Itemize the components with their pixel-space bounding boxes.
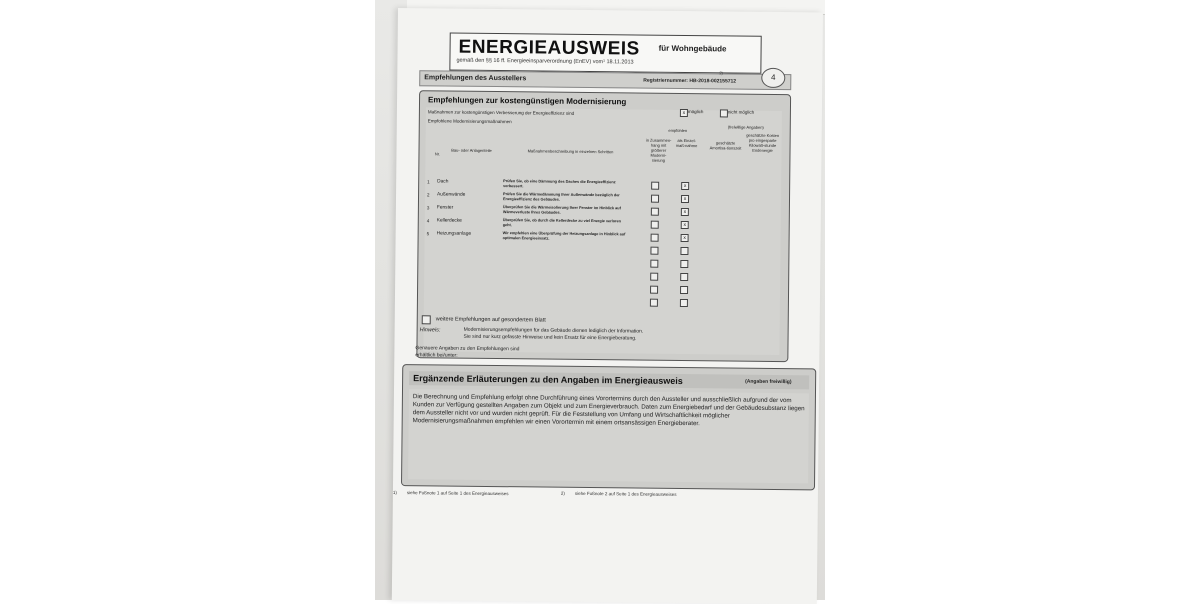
- row-part: Dach: [437, 179, 449, 185]
- footnote-2-number: 2): [560, 490, 565, 496]
- regulation-line: gemäß den §§ 16 ff. Energieeinsparverordnung (EnEV) vom¹ 18.11.2013: [456, 57, 634, 66]
- row-part: Außenwände: [437, 192, 466, 198]
- supplement-optional: (Angaben freiwillig): [745, 378, 792, 386]
- empty-single-measure-checkbox[interactable]: [680, 286, 688, 294]
- row-description: Überprüfen Sie, ob durch die Kellerdecke zu viel Energie verloren geht.: [502, 218, 621, 227]
- col-recommended: empfohlen: [668, 127, 688, 134]
- col-in-connection: in Zusammen-hang mit größerer Moderni-sierung: [645, 137, 672, 163]
- supplement-titlebar: [409, 371, 809, 389]
- single-measure-checkbox[interactable]: x: [681, 234, 689, 242]
- intro-text: Maßnahmen zur kostengünstigen Verbesserung der Energieeffizienz sind: [427, 109, 575, 116]
- footnote-1: siehe Fußnote 1 auf Seite 1 des Energieausweises: [406, 490, 509, 497]
- supplement-panel: [401, 364, 816, 490]
- empty-in-connection-checkbox[interactable]: [650, 286, 658, 294]
- empty-in-connection-checkbox[interactable]: [650, 260, 658, 268]
- col-amortization: geschätzte Amortisa-tionszeit: [709, 140, 742, 151]
- more-recommendations-checkbox[interactable]: [422, 315, 431, 324]
- row-description: Prüfen Sie die Wärmedämmung Ihrer Außenwände bezüglich der Energieeffizienz des Gebäudes.: [502, 192, 620, 202]
- possible-checkbox[interactable]: x: [680, 109, 688, 117]
- supplement-body: [408, 389, 809, 483]
- section-band: [419, 70, 791, 90]
- in-connection-checkbox[interactable]: [651, 182, 659, 190]
- col-nr: Nr.: [434, 151, 441, 157]
- col-description: Maßnahmenbeschreibung in einzelnen Schritten: [527, 148, 614, 155]
- empty-single-measure-checkbox[interactable]: [680, 299, 688, 307]
- footnote-2: siehe Fußnote 2 auf Seite 1 des Energieausweises: [574, 490, 677, 497]
- hint-label: Hinweis:: [419, 327, 441, 334]
- col-part: Bau- oder Anlagenteile: [451, 147, 492, 153]
- row-number: 5: [426, 231, 430, 237]
- col-single: als Einzel-maß-nahme: [675, 137, 698, 149]
- row-part: Kellerdecke: [436, 218, 462, 224]
- row-number: 3: [426, 205, 430, 211]
- supplement-title: Ergänzende Erläuterungen zu den Angaben im Energieausweis: [413, 373, 683, 387]
- row-part: Fenster: [436, 205, 454, 211]
- row-description: Überprüfen Sie die Wärmeisolierung Ihrer Fenster im Hinblick auf Wärmeverluste Ihres Gebäudes.: [502, 205, 621, 215]
- recommendations-panel: [416, 90, 791, 362]
- section-label: Empfehlungen des Ausstellers: [424, 74, 527, 83]
- more-recommendations-label: weitere Empfehlungen auf gesondertem Blatt: [435, 316, 546, 324]
- col-costs: geschätzte Kosten pro eingesparte Kilowatt-stunde Endenergie: [746, 132, 780, 153]
- list-label: Empfohlene Modernisierungsmaßnahmen: [427, 118, 512, 125]
- document-title: ENERGIEAUSWEIS: [458, 36, 640, 60]
- empty-in-connection-checkbox[interactable]: [650, 247, 658, 255]
- recommendations-body: [415, 107, 782, 359]
- details-line-2: erhältlich bei/unter:: [415, 352, 458, 359]
- row-number: 4: [426, 218, 430, 224]
- empty-in-connection-checkbox[interactable]: [650, 273, 658, 281]
- empty-single-measure-checkbox[interactable]: [680, 260, 688, 268]
- not-possible-label: nicht möglich: [727, 109, 755, 115]
- row-number: 1: [427, 179, 430, 185]
- document-page: [392, 8, 823, 604]
- empty-in-connection-checkbox[interactable]: [650, 299, 658, 307]
- single-measure-checkbox[interactable]: x: [681, 221, 689, 229]
- empty-single-measure-checkbox[interactable]: [680, 247, 688, 255]
- registration-number: Registriernummer: HB-2018-002155712: [643, 77, 737, 85]
- title-box: [449, 33, 761, 74]
- single-measure-checkbox[interactable]: x: [681, 195, 689, 203]
- recommendations-title: Empfehlungen zur kostengünstigen Modernisierung: [427, 95, 627, 107]
- hint-text-2: Sie sind nur kurz gefasste Hinweise und kein Ersatz für eine Energieberatung.: [463, 333, 637, 342]
- registration-superscript: 2): [719, 70, 723, 76]
- page-number: 4: [761, 68, 785, 88]
- row-description: Wir empfehlen eine Überprüfung der Heizungsanlage in Hinblick auf optimalen Energieeinsatz.: [502, 231, 626, 241]
- in-connection-checkbox[interactable]: [651, 208, 659, 216]
- single-measure-checkbox[interactable]: x: [681, 208, 689, 216]
- document-subtitle: für Wohngebäude: [658, 43, 727, 54]
- row-number: 2: [427, 192, 430, 198]
- footnote-1-number: 1): [392, 489, 397, 496]
- row-description: Prüfen Sie, ob eine Dämmung des Daches die Energieeffizienz verbessert.: [503, 179, 616, 188]
- empty-single-measure-checkbox[interactable]: [680, 273, 688, 281]
- details-line-1: Genauere Angaben zu den Empfehlungen sind: [415, 345, 520, 353]
- in-connection-checkbox[interactable]: [651, 234, 659, 242]
- hint-text-1: Modernisierungsempfehlungen für das Gebäude dienen lediglich der Information.: [463, 326, 644, 335]
- row-part: Heizungsanlage: [436, 231, 472, 237]
- single-measure-checkbox[interactable]: x: [681, 182, 689, 190]
- col-optional: (freiwillige Angaben): [727, 124, 764, 130]
- in-connection-checkbox[interactable]: [651, 221, 659, 229]
- possible-label: möglich: [687, 109, 704, 115]
- supplement-text: Die Berechnung und Empfehlung erfolgt ohne Durchführung eines Vorortermins durch den Aussteller und ausschließlich aufgrund der vom Kunden zur Verfügung gestellten Angaben zum Objekt und zum Energieverbrauch. Daten zum Energiebedarf und der Gebäudesubstanz liegen dem Aussteller nicht vor und wurden nicht geprüft. Für die Feststellung von Umfang und Wirtschaftlichkeit möglicher Modernisierungsmaßnahmen empfehlen wir einen Vorortermin mit einem ortsansässigen Energieberater.: [412, 393, 805, 428]
- in-connection-checkbox[interactable]: [651, 195, 659, 203]
